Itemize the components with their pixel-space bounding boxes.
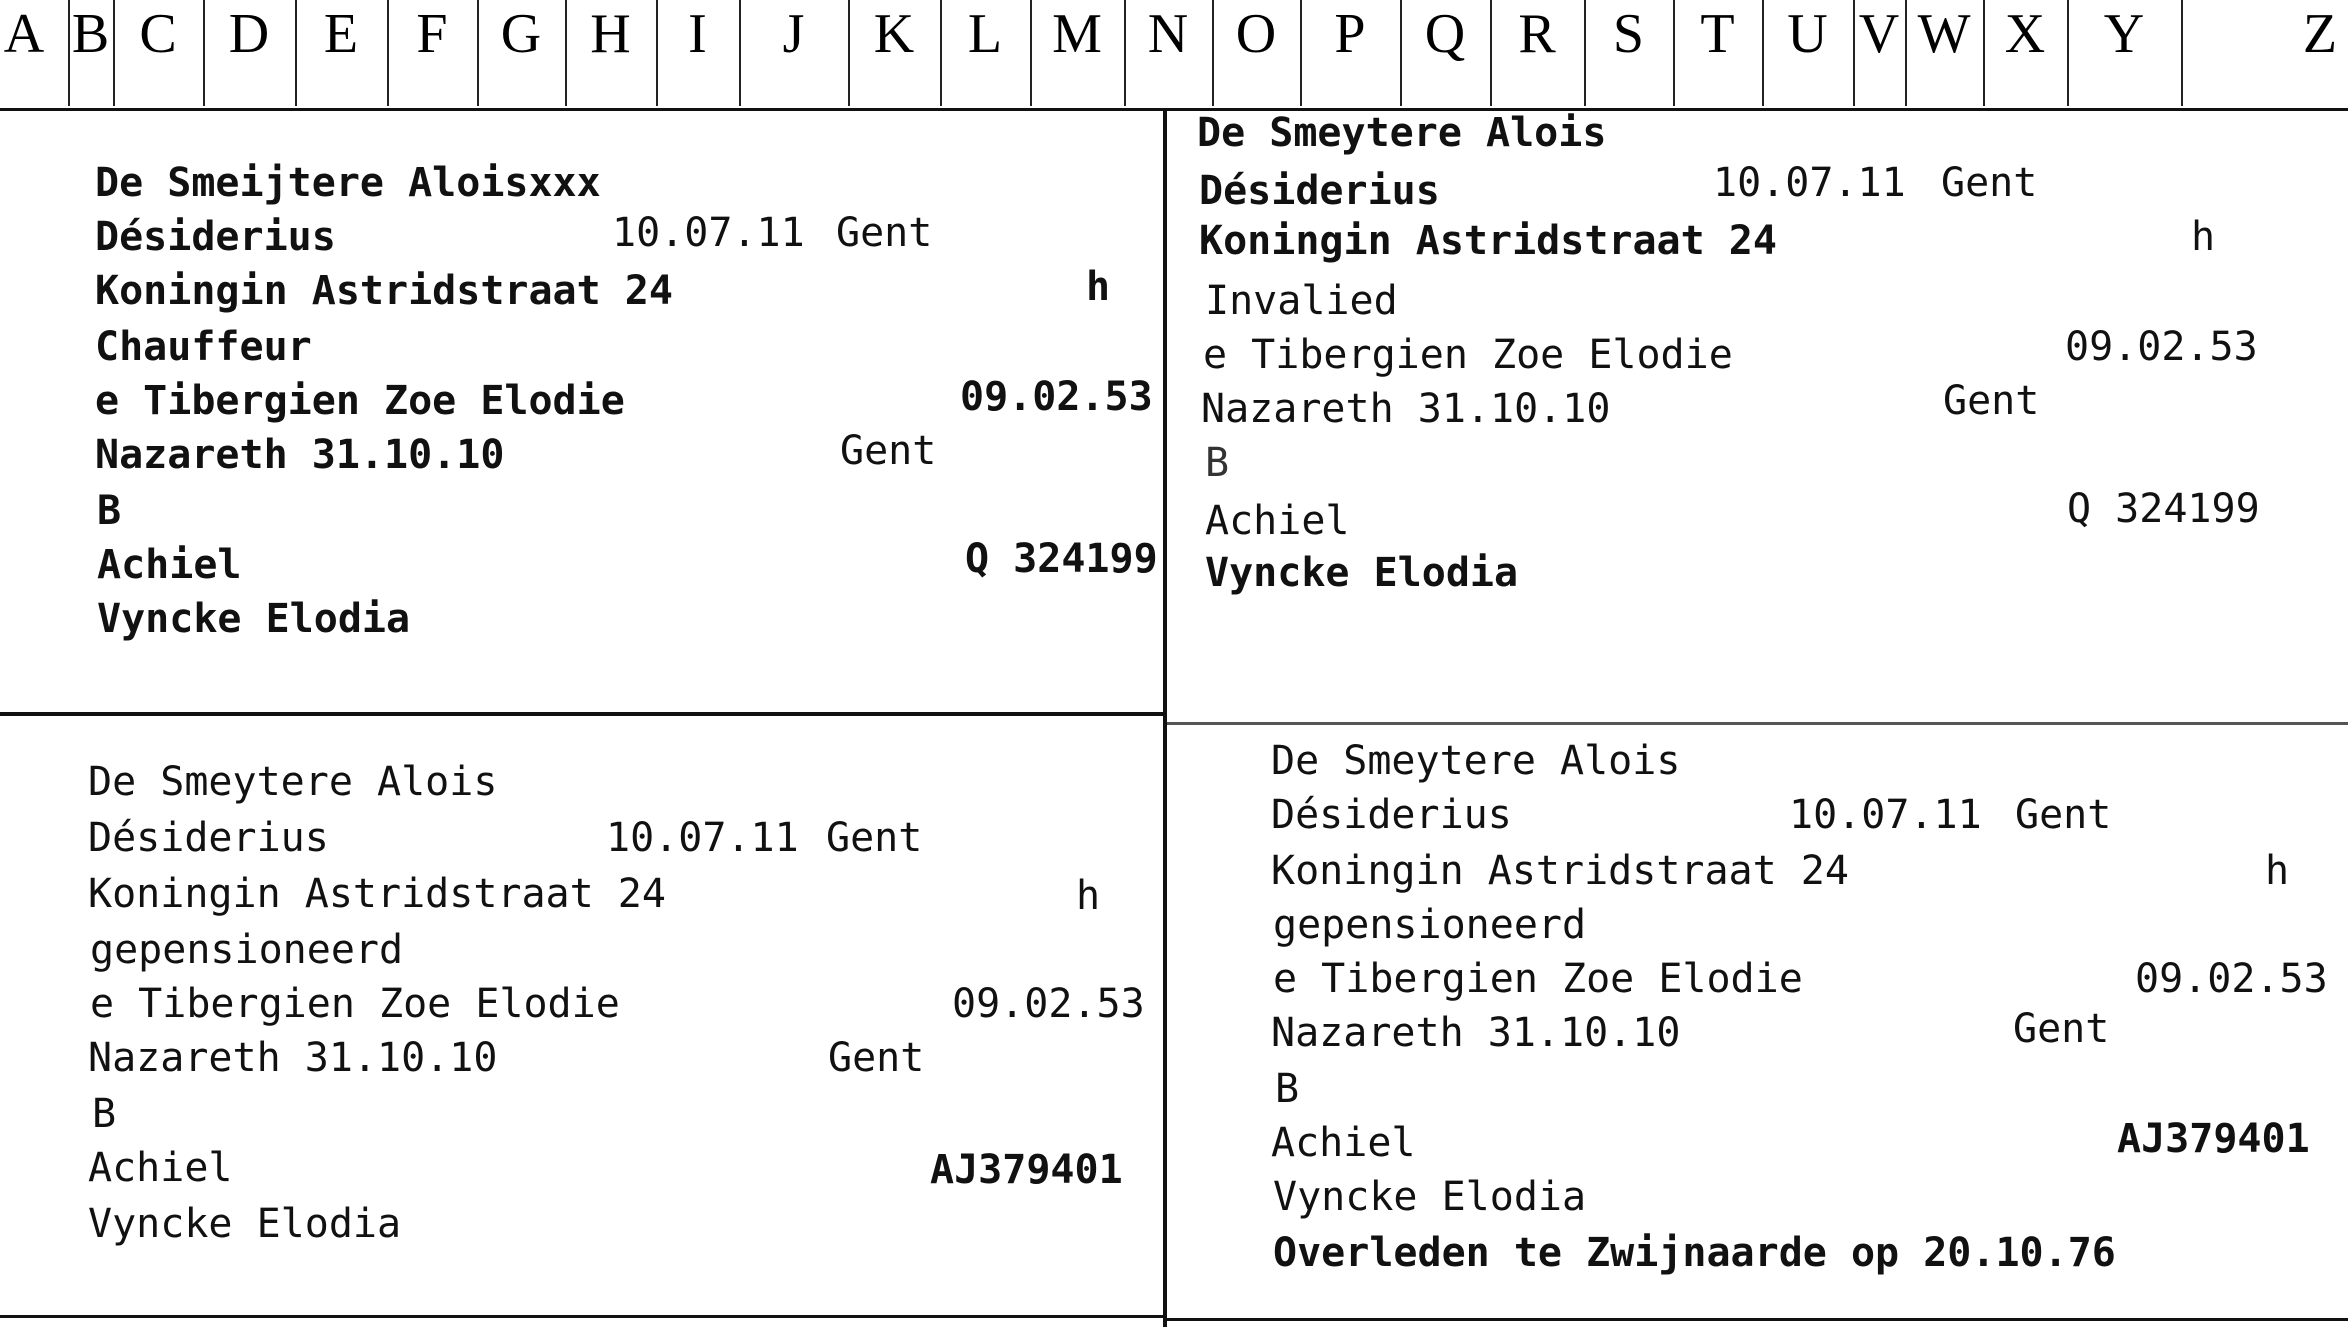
index-letter-q: Q bbox=[1424, 3, 1466, 65]
name-line: De Smeijtere Aloisxxx bbox=[95, 160, 601, 206]
index-separator bbox=[295, 0, 297, 106]
index-letter-z: Z bbox=[2302, 3, 2338, 65]
index-letter-i: I bbox=[688, 3, 707, 65]
mark: h bbox=[1076, 873, 1101, 919]
spouse: e Tibergien Zoe Elodie bbox=[95, 378, 625, 424]
code: B bbox=[1205, 440, 1230, 486]
id-number: AJ379401 bbox=[930, 1147, 1123, 1193]
index-separator bbox=[739, 0, 741, 106]
spouse-place: Gent bbox=[2013, 1006, 2110, 1052]
bottom-divider-left bbox=[0, 1315, 1163, 1318]
father: Achiel bbox=[1271, 1120, 1416, 1166]
bottom-divider-right bbox=[1167, 1318, 2348, 1321]
given-name: Désiderius bbox=[88, 815, 329, 861]
spouse-birth: Nazareth 31.10.10 bbox=[95, 432, 505, 478]
address: Koningin Astridstraat 24 bbox=[88, 871, 666, 917]
index-letter-a: A bbox=[3, 3, 45, 65]
address: Koningin Astridstraat 24 bbox=[1271, 848, 1849, 894]
spouse: e Tibergien Zoe Elodie bbox=[1273, 956, 1803, 1002]
record-card-top-left bbox=[0, 111, 1163, 712]
index-separator bbox=[848, 0, 850, 106]
index-separator bbox=[1490, 0, 1492, 106]
given-name: Désiderius bbox=[1199, 168, 1440, 214]
index-letter-o: O bbox=[1235, 3, 1277, 65]
spouse: e Tibergien Zoe Elodie bbox=[90, 981, 620, 1027]
mother: Vyncke Elodia bbox=[1273, 1174, 1587, 1220]
index-letter-f: F bbox=[416, 3, 448, 65]
spouse-place: Gent bbox=[1943, 378, 2040, 424]
index-separator bbox=[1584, 0, 1586, 106]
index-letter-k: K bbox=[873, 3, 915, 65]
address: Koningin Astridstraat 24 bbox=[95, 268, 673, 314]
occupation: Chauffeur bbox=[95, 324, 312, 370]
birth-date: 10.07.11 bbox=[612, 210, 805, 256]
code: B bbox=[92, 1091, 117, 1137]
index-letter-s: S bbox=[1612, 3, 1645, 65]
index-letter-c: C bbox=[139, 3, 177, 65]
index-letter-p: P bbox=[1334, 3, 1366, 65]
index-separator bbox=[1400, 0, 1402, 106]
mark: h bbox=[1086, 264, 1111, 310]
index-letter-v: V bbox=[1858, 3, 1900, 65]
marriage-date: 09.02.53 bbox=[2135, 956, 2328, 1002]
death-note: Overleden te Zwijnaarde op 20.10.76 bbox=[1273, 1230, 2116, 1276]
address: Koningin Astridstraat 24 bbox=[1199, 218, 1777, 264]
birth-date: 10.07.11 bbox=[1713, 160, 1906, 206]
index-separator bbox=[113, 0, 115, 106]
index-separator bbox=[1300, 0, 1302, 106]
birth-date: 10.07.11 bbox=[1789, 792, 1982, 838]
index-separator bbox=[1853, 0, 1855, 106]
record-card-bottom-right bbox=[1167, 725, 2348, 1318]
alphabet-index-strip bbox=[0, 0, 2348, 110]
spouse-place: Gent bbox=[840, 428, 937, 474]
occupation: Invalied bbox=[1205, 278, 1398, 324]
index-separator bbox=[1030, 0, 1032, 106]
spouse-birth: Nazareth 31.10.10 bbox=[88, 1035, 498, 1081]
spouse-birth: Nazareth 31.10.10 bbox=[1271, 1010, 1681, 1056]
index-separator bbox=[1212, 0, 1214, 106]
index-letter-n: N bbox=[1147, 3, 1189, 65]
index-separator bbox=[1124, 0, 1126, 106]
father: Achiel bbox=[1205, 498, 1350, 544]
name-line: De Smeytere Alois bbox=[1271, 738, 1681, 784]
mother: Vyncke Elodia bbox=[1205, 550, 1519, 596]
marriage-date: 09.02.53 bbox=[960, 374, 1153, 420]
given-name: Désiderius bbox=[95, 214, 336, 260]
index-letter-m: M bbox=[1052, 3, 1102, 65]
index-separator bbox=[387, 0, 389, 106]
index-separator bbox=[203, 0, 205, 106]
spouse-birth: Nazareth 31.10.10 bbox=[1201, 386, 1611, 432]
id-number: Q 324199 bbox=[965, 536, 1158, 582]
code: B bbox=[1275, 1066, 1300, 1112]
index-separator bbox=[2067, 0, 2069, 106]
index-letter-d: D bbox=[228, 3, 270, 65]
index-letter-b: B bbox=[71, 3, 110, 65]
birth-place: Gent bbox=[826, 815, 923, 861]
record-card-top-right bbox=[1167, 111, 2348, 722]
spouse: e Tibergien Zoe Elodie bbox=[1203, 332, 1733, 378]
index-separator bbox=[656, 0, 658, 106]
index-separator bbox=[565, 0, 567, 106]
id-number: Q 324199 bbox=[2067, 486, 2260, 532]
index-letter-l: L bbox=[967, 3, 1003, 65]
index-separator bbox=[1762, 0, 1764, 106]
index-separator bbox=[2181, 0, 2183, 106]
index-separator bbox=[940, 0, 942, 106]
birth-place: Gent bbox=[1941, 160, 2038, 206]
index-letter-t: T bbox=[1700, 3, 1735, 65]
index-separator bbox=[1905, 0, 1907, 106]
index-letter-x: X bbox=[2004, 3, 2046, 65]
father: Achiel bbox=[88, 1145, 233, 1191]
mother: Vyncke Elodia bbox=[88, 1201, 402, 1247]
index-letter-y: Y bbox=[2103, 3, 2145, 65]
mark: h bbox=[2265, 848, 2290, 894]
name-line: De Smeytere Alois bbox=[88, 759, 498, 805]
index-letter-g: G bbox=[500, 3, 542, 65]
index-letter-w: W bbox=[1917, 3, 1971, 65]
id-number: AJ379401 bbox=[2117, 1116, 2310, 1162]
name-line: De Smeytere Alois bbox=[1197, 110, 1607, 156]
index-letter-u: U bbox=[1787, 3, 1828, 65]
birth-date: 10.07.11 bbox=[606, 815, 799, 861]
code: B bbox=[97, 488, 122, 534]
index-letter-e: E bbox=[323, 3, 359, 65]
index-separator bbox=[1983, 0, 1985, 106]
given-name: Désiderius bbox=[1271, 792, 1512, 838]
occupation: gepensioneerd bbox=[90, 927, 404, 973]
birth-place: Gent bbox=[2015, 792, 2112, 838]
index-separator bbox=[1673, 0, 1675, 106]
index-letter-j: J bbox=[782, 3, 805, 65]
mother: Vyncke Elodia bbox=[97, 596, 411, 642]
occupation: gepensioneerd bbox=[1273, 902, 1587, 948]
marriage-date: 09.02.53 bbox=[2065, 324, 2258, 370]
index-separator bbox=[68, 0, 70, 106]
mark: h bbox=[2191, 214, 2216, 260]
record-card-bottom-left bbox=[0, 716, 1163, 1315]
father: Achiel bbox=[97, 542, 242, 588]
index-letter-h: H bbox=[590, 3, 631, 65]
birth-place: Gent bbox=[836, 210, 933, 256]
index-separator bbox=[477, 0, 479, 106]
spouse-place: Gent bbox=[828, 1035, 925, 1081]
index-letter-r: R bbox=[1518, 3, 1556, 65]
marriage-date: 09.02.53 bbox=[952, 981, 1145, 1027]
